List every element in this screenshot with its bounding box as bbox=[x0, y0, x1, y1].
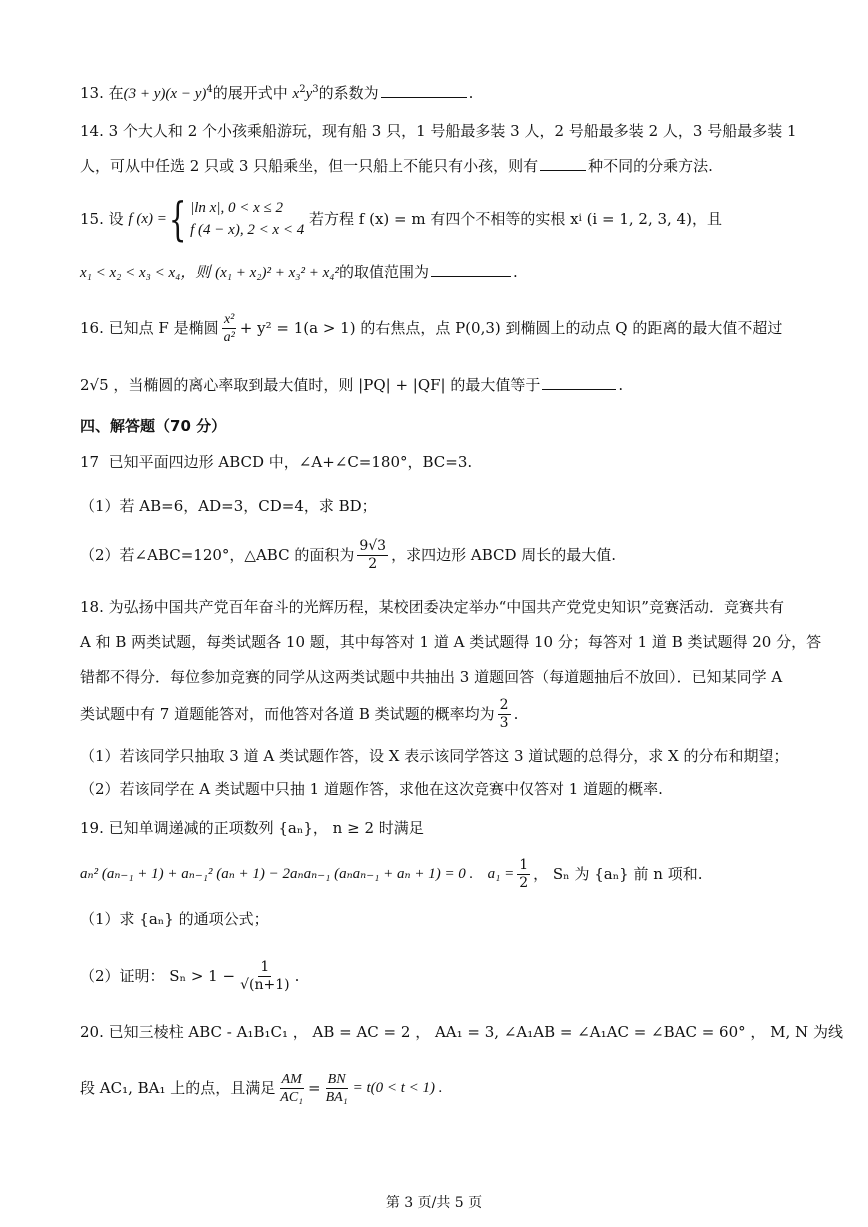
answer-blank bbox=[542, 388, 616, 390]
piecewise-cases: |ln x|, 0 < x ≤ 2 f (4 − x), 2 < x < 4 bbox=[190, 200, 305, 238]
page-footer: 第 3 页/共 5 页 bbox=[385, 1195, 483, 1211]
question-20-line2: 段 AC₁, BA₁ 上的点，且满足 $\frac{AM}{\text{AC₁}}$ = $\frac{BN}{\text{BA₁}}$ = t(0 < t < 1) . bbox=[80, 1071, 443, 1105]
question-18-part2: （2）若该同学在 A 类试题中只抽 1 道题作答，求他在这次竞赛中仅答对 1 道题的概率. bbox=[80, 780, 663, 798]
answer-blank bbox=[540, 169, 586, 171]
answer-blank bbox=[431, 275, 511, 277]
question-17-part2: （2）若∠ABC=120°，△ABC 的面积为 $\frac{9√3}{2}$ ，求四边形 ABCD 周长的最大值. bbox=[80, 537, 617, 572]
left-brace-icon: { bbox=[168, 192, 187, 246]
question-17-part1: （1）若 AB=6，AD=3，CD=4，求 BD； bbox=[80, 497, 377, 515]
question-13: 13. 在$(3 + y)(x - y)^4$的展开式中 $x^2y^3$的系数为 . bbox=[80, 84, 474, 102]
answer-blank bbox=[381, 96, 467, 98]
question-19-line2: aₙ² (aₙ₋₁ + 1) + aₙ₋₁² (aₙ + 1) − 2aₙaₙ₋₁ (aₙaₙ₋₁ + aₙ + 1) = 0 . a₁ = $\frac{1}{2}$ ， Sₙ 为 {aₙ} 前 n 项和. bbox=[80, 856, 703, 891]
fraction-ellipse: $\frac{\text{x²}}{\text{a²}}$ bbox=[223, 311, 235, 345]
question-18-line2: A 和 B 两类试题，每类试题各 10 题，其中每答对 1 道 A 类试题得 10 分；每答对 1 道 B 类试题得 20 分，答 bbox=[80, 633, 822, 651]
fraction-bound: $\frac{1}{√(n+1)}$ bbox=[240, 958, 290, 993]
question-19-part1: （1）求 {aₙ} 的通项公式； bbox=[80, 910, 269, 928]
fraction-probability: $\frac{2}{3}$ bbox=[499, 696, 509, 731]
question-14-line1: 14. 3 个大人和 2 个小孩乘船游玩，现有船 3 只，1 号船最多装 3 人，2 号船最多装 2 人，3 号船最多装 1 bbox=[80, 122, 797, 140]
question-14-line2: 人，可从中任选 2 只或 3 只船乘坐，但一只船上不能只有小孩，则有 种不同的分乘方法. bbox=[80, 157, 713, 175]
question-15-line2: x₁ < x₂ < x₃ < x₄，则 (x₁ + x₂)² + x₃² + x₄²的取值范围为 . bbox=[80, 263, 518, 281]
question-19-part2: （2）证明： Sₙ > 1 − $\frac{1}{√(n+1)}$ . bbox=[80, 958, 300, 993]
question-18-line4: 类试题中有 7 道题能答对，而他答对各道 B 类试题的概率均为 $\frac{2}{3}$ . bbox=[80, 696, 519, 731]
question-20-line1: 20. 已知三棱柱 ABC - A₁B₁C₁ ， AB = AC = 2 ， AA₁ = 3, ∠A₁AB = ∠A₁AC = ∠BAC = 60° ， M, N 为线 bbox=[80, 1023, 843, 1041]
fraction-a1: $\frac{1}{2}$ bbox=[519, 856, 529, 891]
section-heading: 四、解答题（70 分） bbox=[80, 417, 227, 435]
question-18-line1: 18. 为弘扬中国共产党百年奋斗的光辉历程，某校团委决定举办“中国共产党党史知识”竞赛活动．竞赛共有 bbox=[80, 598, 784, 616]
question-15-line1: 15. 设 f (x) = { |ln x|, 0 < x ≤ 2 f (4 − x), 2 < x < 4 若方程 f (x) = m 有四个不相等的实根 x i (i = 1, 2, 3, 4)，且 bbox=[80, 192, 722, 246]
question-18-part1: （1）若该同学只抽取 3 道 A 类试题作答，设 X 表示该同学答这 3 道试题的总得分，求 X 的分布和期望； bbox=[80, 747, 789, 765]
fraction-area: $\frac{9√3}{2}$ bbox=[359, 537, 387, 572]
question-19-line1: 19. 已知单调递减的正项数列 {aₙ}， n ≥ 2 时满足 bbox=[80, 819, 424, 837]
question-16-line2: 2√5 ，当椭圆的离心率取到最大值时，则 |PQ| + |QF| 的最大值等于 . bbox=[80, 376, 624, 394]
question-16-line1: 16. 已知点 F 是椭圆 $\frac{\text{x²}}{\text{a²}}$ + y² = 1(a > 1) 的右焦点，点 P(0,3) 到椭圆上的动点 Q 的距离的最大值不超过 bbox=[80, 311, 783, 345]
fraction-am: $\frac{AM}{\text{AC₁}}$ bbox=[280, 1071, 304, 1105]
question-17-line1: 17 已知平面四边形 ABCD 中，∠A+∠C=180°，BC=3. bbox=[80, 453, 473, 471]
fraction-bn: $\frac{BN}{\text{BA₁}}$ bbox=[325, 1071, 348, 1105]
question-18-line3: 错都不得分．每位参加竞赛的同学从这两类试题中共抽出 3 道题回答（每道题抽后不放回）．已知某同学 A bbox=[80, 668, 783, 686]
